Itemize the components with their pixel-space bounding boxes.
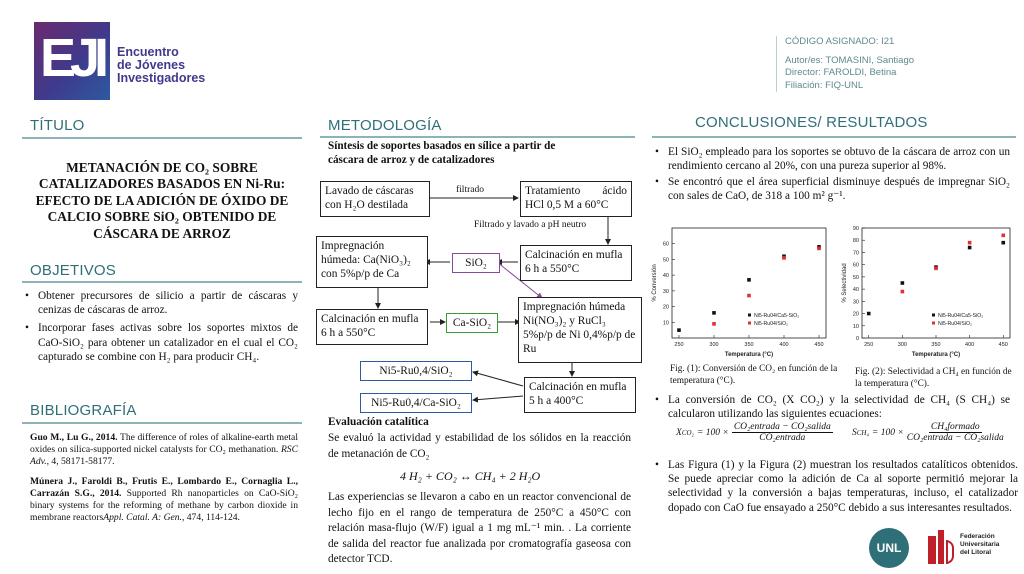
metodologia-heading: METODOLOGÍA xyxy=(328,117,442,134)
references xyxy=(30,432,298,532)
legend-marker xyxy=(932,322,935,325)
y-tick-label: 80 xyxy=(852,238,859,245)
author-metadata xyxy=(776,36,914,92)
data-point xyxy=(712,311,716,315)
plot-frame xyxy=(862,228,1010,338)
x-axis-label: Temperatura (°C) xyxy=(724,352,774,358)
data-point xyxy=(968,246,972,250)
reactor-paragraph: Las experiencias se llevaron a cabo en un reactor convencional de lecho fijo en el rango de temperatura de 250°C a 450°C con relación masa-flujo (W/F) igual a 1 mg mL⁻¹ min. . La corriente de salida del reactor fue analizada por cromatografía gaseosa con detector TCD. xyxy=(328,491,631,566)
flow-step-impregnacion-ni: Impregnación húmeda Ni(NO₃)₂ y RuCl₃ 5%p/p de Ni 0,4%p/p de Ru xyxy=(518,297,642,363)
x-tick-label: 300 xyxy=(897,342,907,348)
selectivity-chart xyxy=(838,222,1018,362)
divider xyxy=(22,137,302,139)
legend-marker xyxy=(748,314,751,317)
poster-title: METANACIÓN DE CO₂ SOBRE CATALIZADORES BASADOS EN Ni-Ru: EFECTO DE LA ADICIÓN DE ÓXIDO DE CALCIO SOBRE SiO₂ OBTENIDO DE CÁSCARA DE ARROZ xyxy=(35,160,289,241)
y-tick-label: 0 xyxy=(855,336,859,342)
y-tick-label: 30 xyxy=(662,288,669,295)
data-point xyxy=(867,312,871,316)
assigned-code: CÓDIGO ASIGNADO: I21 xyxy=(785,36,895,47)
list-item: • Obtener precursores de silicio a partir de cáscaras y cenizas de cáscaras de arroz. xyxy=(22,289,298,317)
data-point xyxy=(1001,241,1005,245)
y-tick-label: 50 xyxy=(662,257,669,264)
x-tick-label: 450 xyxy=(998,342,1008,348)
evaluacion-heading: Evaluación catalítica xyxy=(328,416,429,428)
y-tick-label: 10 xyxy=(852,323,859,330)
x-tick-label: 350 xyxy=(931,342,941,348)
y-axis-label: % Selectividad xyxy=(842,263,848,303)
data-point xyxy=(968,241,972,245)
flow-node-ni-ca-sio2: Ni5-Ru0,4/Ca-SiO₂ xyxy=(360,393,472,413)
y-tick-label: 40 xyxy=(852,287,859,294)
data-point xyxy=(747,278,751,282)
data-point xyxy=(712,322,716,326)
data-point xyxy=(782,256,786,260)
y-tick-label: 20 xyxy=(662,304,669,311)
y-tick-label: 70 xyxy=(852,250,859,257)
data-point xyxy=(901,290,905,294)
data-point xyxy=(747,294,751,298)
conclusiones-list xyxy=(652,145,1010,207)
flow-label-filtrado: filtrado xyxy=(456,185,484,195)
divider xyxy=(320,136,635,138)
y-tick-label: 20 xyxy=(852,311,859,318)
x-axis-label: Temperatura (°C) xyxy=(911,352,961,358)
legend-label: Ni5-Ru04/SiO₂ xyxy=(938,321,973,327)
y-tick-label: 60 xyxy=(662,241,669,248)
list-item: • La conversión de CO₂ (X CO₂) y la selectividad de CH₄ (S CH₄) se calcularon utilizando las siguientes ecuaciones: xyxy=(652,393,1010,421)
x-tick-label: 400 xyxy=(779,342,789,348)
y-tick-label: 30 xyxy=(852,299,859,306)
titulo-heading: TÍTULO xyxy=(30,117,85,134)
data-point xyxy=(817,247,821,251)
fue-logo xyxy=(926,530,956,566)
flow-step-calcinacion-3: Calcinación en mufla 5 h a 400°C xyxy=(524,377,636,413)
data-point xyxy=(934,267,938,271)
conclusiones-list-2 xyxy=(652,393,1010,425)
figure-1-caption: Fig. (1): Conversión de CO₂ en función de la temperatura (°C). xyxy=(670,364,838,386)
flow-label-filtrado-lavado: Filtrado y lavado a pH neutro xyxy=(474,220,587,230)
x-tick-label: 250 xyxy=(674,342,684,348)
reference-item: Guo M., Lu G., 2014. The difference of roles of alkaline-earth metal oxides on silica-supported nickel catalysts for CO₂ methanation. RSC Adv., 4, 58171-58177. xyxy=(30,432,298,467)
flow-step-impregnacion-ca: Impregnación húmeda: Ca(NiO₃)₂ con 5%p/p de Ca xyxy=(316,236,428,288)
logo-text: Encuentro de Jóvenes Investigadores xyxy=(117,45,206,85)
list-item: • Las Figura (1) y la Figura (2) muestran los resultados catalíticos obtenidos. Se puede apreciar como la adición de Ca al soporte permitió mejorar la selectividad y la conversión a bajas temperaturas, incluso, el catalizador dopado con CaO fue ensayado a 250°C debido a sus interesantes resultados. xyxy=(652,458,1018,515)
objetivos-heading: OBJETIVOS xyxy=(30,262,116,279)
y-tick-label: 10 xyxy=(662,320,669,327)
y-axis-label: % Conversión xyxy=(652,264,658,302)
legend-label: Ni5-Ru04/SiO₂ xyxy=(754,321,789,327)
divider xyxy=(22,422,302,424)
reaction-equation: 4 H₂ + CO₂ ↔ CH₄ + 2 H₂O xyxy=(400,469,541,483)
x-tick-label: 400 xyxy=(965,342,975,348)
affiliation: Filiación: FIQ-UNL xyxy=(785,79,864,91)
flow-step-lavado: Lavado de cáscaras con H₂O destilada xyxy=(320,181,430,217)
logo-mark: EJI xyxy=(40,28,104,88)
reference-item: Múnera J., Faroldi B., Frutis E., Lombardo E., Cornaglia L., Carrazán S.G., 2014. Supported Rh nanoparticles on CaO-SiO₂ binary systems for the reforming of methane by carbon dioxide in membrane reactorsAppl. Catal. A: Gen., 474, 114-124. xyxy=(30,476,298,523)
flow-node-ca-sio2: Ca-SiO₂ xyxy=(446,313,498,333)
bibliografia-heading: BIBLIOGRAFÍA xyxy=(30,402,137,419)
conclusiones-list-3 xyxy=(652,458,1018,519)
data-point xyxy=(1001,234,1005,238)
x-tick-label: 250 xyxy=(864,342,874,348)
legend-label: Ni5-Ru04/Ca5-SiO₂ xyxy=(754,313,800,319)
director: Director: FAROLDI, Betina xyxy=(785,67,897,78)
x-tick-label: 450 xyxy=(814,342,824,348)
y-tick-label: 90 xyxy=(852,226,859,232)
list-item: • Se encontró que el área superficial disminuye después de impregnar SiO₂ con sales de CaO, de 318 a 100 m² g⁻¹. xyxy=(652,175,1010,203)
unl-logo: UNL xyxy=(869,528,909,568)
legend-label: Ni5-Ru04/Ca5-SiO₂ xyxy=(938,313,984,319)
data-point xyxy=(901,281,905,285)
flow-node-ni-sio2: Ni5-Ru0,4/SiO₂ xyxy=(360,361,472,381)
list-item: • El SiO₂ empleado para los soportes se obtuvo de la cáscara de arroz con un rendimiento cercano al 20%, con una pureza superior al 98%. xyxy=(652,145,1010,173)
y-tick-label: 40 xyxy=(662,273,669,280)
fue-text: Federación Universitaria del Litoral xyxy=(960,533,1000,556)
legend-marker xyxy=(932,314,935,317)
divider xyxy=(652,136,1016,138)
conversion-equation: X CO₂ = 100 × CO₂entrada − CO₂salida CO₂entrada xyxy=(676,422,831,443)
flow-step-calcinacion-2: Calcinación en mufla 6 h a 550°C xyxy=(316,309,428,345)
y-tick-label: 50 xyxy=(852,274,859,281)
x-tick-label: 350 xyxy=(744,342,754,348)
flow-node-sio2: SiO₂ xyxy=(452,253,500,273)
figure-2-caption: Fig. (2): Selectividad a CH₄ en función de la temperatura (°C). xyxy=(855,367,1012,389)
y-tick-label: 60 xyxy=(852,262,859,269)
objetivos-list xyxy=(22,289,298,368)
conversion-chart xyxy=(648,222,834,362)
selectivity-equation: S CH₄ = 100 × CH₄formado CO₂entrada − CO₂salida xyxy=(852,422,1004,443)
divider xyxy=(22,281,302,283)
conclusiones-heading: CONCLUSIONES/ RESULTADOS xyxy=(695,114,928,131)
x-tick-label: 300 xyxy=(709,342,719,348)
authors: Autor/es: TOMASINI, Santiago xyxy=(785,54,915,66)
evaluacion-paragraph: Se evaluó la actividad y estabilidad de los sólidos en la reacción de metanación de CO₂ xyxy=(328,432,631,460)
list-item: • Incorporar fases activas sobre los soportes mixtos de CaO-SiO₂ para obtener un catalizador en el cual el CO₂ capturado se combine con H₂ para producir CH₄. xyxy=(22,321,298,364)
flow-step-calcinacion-1: Calcinación en mufla 6 h a 550°C xyxy=(520,245,632,281)
flow-step-tratamiento: Tratamiento ácido HCl 0,5 M a 60°C xyxy=(520,181,632,217)
data-point xyxy=(677,328,681,332)
methodology-subtitle: Síntesis de soportes basados en sílice a partir de cáscara de arroz y de catalizadores xyxy=(328,140,556,166)
legend-marker xyxy=(748,322,751,325)
